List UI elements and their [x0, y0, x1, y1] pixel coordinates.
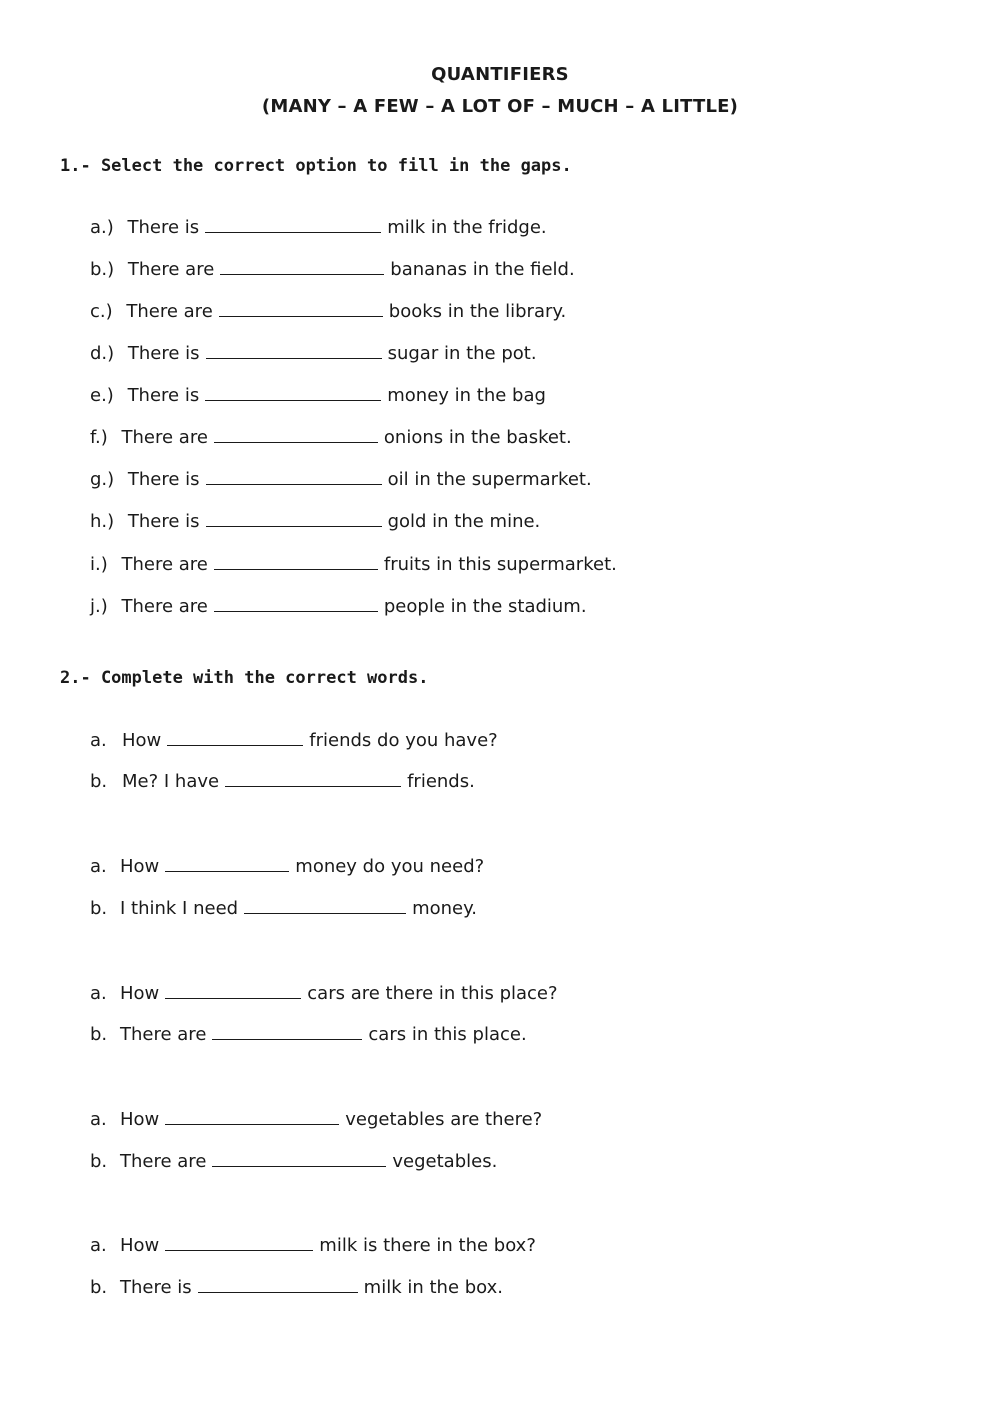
answer-blank[interactable]: [167, 727, 303, 746]
item-text-after: milk in the fridge.: [387, 217, 547, 238]
exercise1-item-g: [90, 466, 592, 492]
item-text-before: There are: [121, 427, 208, 448]
item-label: a.: [90, 730, 107, 751]
exercise2-pair5-b: [90, 1274, 503, 1300]
exercise1-item-j: [90, 593, 587, 619]
exercise1-item-a: [90, 214, 547, 240]
exercise2-pair3-a: [90, 980, 558, 1006]
answer-blank[interactable]: [212, 1148, 386, 1167]
item-text-after: money do you need?: [295, 856, 485, 877]
item-text-after: fruits in this supermarket.: [383, 554, 617, 575]
item-text-after: cars are there in this place?: [307, 983, 558, 1004]
item-label: e.): [90, 385, 114, 406]
item-text-before: There are: [120, 1024, 207, 1045]
answer-blank[interactable]: [198, 1274, 358, 1293]
item-text-before: There are: [126, 301, 213, 322]
exercise1-item-c: [90, 298, 566, 324]
answer-blank[interactable]: [205, 214, 381, 233]
exercise1-item-f: [90, 424, 572, 450]
answer-blank[interactable]: [214, 424, 378, 443]
item-text-before: There is: [120, 1277, 192, 1298]
item-text-before: There are: [127, 259, 215, 280]
item-label: a.: [90, 856, 107, 877]
exercise2-pair5-a: [90, 1232, 536, 1258]
item-label: b.: [90, 1024, 108, 1045]
item-text-after: people in the stadium.: [383, 596, 587, 617]
item-text-after: money.: [412, 898, 477, 919]
item-text-after: cars in this place.: [368, 1024, 527, 1045]
item-text-after: friends do you have?: [309, 730, 498, 751]
answer-blank[interactable]: [165, 1106, 339, 1125]
exercise1-item-h: [90, 508, 540, 534]
item-text-after: books in the library.: [388, 301, 567, 322]
item-label: d.): [90, 343, 115, 364]
item-text-before: There are: [120, 1151, 207, 1172]
item-label: a.: [90, 1109, 107, 1130]
exercise2-pair1-b: [90, 768, 475, 794]
item-text-after: money in the bag: [387, 385, 546, 406]
item-text-after: milk is there in the box?: [319, 1235, 536, 1256]
worksheet-subtitle: (MANY – A FEW – A LOT OF – MUCH – A LITTLE): [261, 96, 739, 117]
item-text-after: onions in the basket.: [383, 427, 572, 448]
item-label: i.): [90, 554, 108, 575]
item-label: b.: [90, 771, 108, 792]
item-label: b.: [90, 898, 108, 919]
item-text-before: There is: [127, 511, 200, 532]
answer-blank[interactable]: [212, 1021, 362, 1040]
item-text-before: How: [120, 983, 160, 1004]
answer-blank[interactable]: [214, 551, 378, 570]
item-label: f.): [90, 427, 108, 448]
answer-blank[interactable]: [206, 340, 382, 359]
item-text-before: Me? I have: [122, 771, 220, 792]
item-text-before: I think I need: [120, 898, 239, 919]
item-label: a.: [90, 1235, 107, 1256]
item-text-after: vegetables.: [392, 1151, 498, 1172]
exercise1-item-b: [90, 256, 575, 282]
item-text-before: How: [122, 730, 162, 751]
item-label: g.): [90, 469, 115, 490]
item-label: j.): [90, 596, 108, 617]
item-text-before: How: [120, 856, 160, 877]
item-label: a.): [90, 217, 114, 238]
item-label: c.): [90, 301, 113, 322]
answer-blank[interactable]: [165, 980, 301, 999]
answer-blank[interactable]: [244, 895, 406, 914]
item-text-before: There is: [127, 343, 200, 364]
exercise2-pair4-b: [90, 1148, 497, 1174]
item-text-after: gold in the mine.: [387, 511, 541, 532]
item-text-after: friends.: [407, 771, 475, 792]
answer-blank[interactable]: [205, 382, 381, 401]
answer-blank[interactable]: [206, 466, 382, 485]
answer-blank[interactable]: [220, 256, 384, 275]
exercise2-pair2-a: [90, 853, 484, 879]
item-text-before: There is: [127, 385, 200, 406]
item-text-before: How: [120, 1109, 160, 1130]
section2-heading: 2.- Complete with the correct words.: [60, 668, 429, 688]
section1-heading: 1.- Select the correct option to fill in the gaps.: [60, 156, 572, 176]
item-text-before: There is: [127, 217, 200, 238]
item-label: h.): [90, 511, 115, 532]
answer-blank[interactable]: [206, 508, 382, 527]
answer-blank[interactable]: [225, 768, 401, 787]
exercise2-pair3-b: [90, 1021, 527, 1047]
item-text-after: oil in the supermarket.: [387, 469, 592, 490]
exercise2-pair1-a: [90, 727, 498, 753]
item-label: a.: [90, 983, 107, 1004]
item-text-after: milk in the box.: [363, 1277, 504, 1298]
answer-blank[interactable]: [214, 593, 378, 612]
exercise1-item-e: [90, 382, 546, 408]
item-text-before: There are: [121, 554, 208, 575]
exercise2-pair2-b: [90, 895, 477, 921]
exercise2-pair4-a: [90, 1106, 542, 1132]
exercise1-item-i: [90, 551, 617, 577]
item-text-after: bananas in the field.: [390, 259, 575, 280]
item-text-after: vegetables are there?: [345, 1109, 543, 1130]
item-text-before: There are: [121, 596, 208, 617]
item-label: b.: [90, 1277, 108, 1298]
exercise1-item-d: [90, 340, 537, 366]
item-text-before: How: [120, 1235, 160, 1256]
item-label: b.): [90, 259, 115, 280]
item-text-before: There is: [127, 469, 200, 490]
answer-blank[interactable]: [219, 298, 383, 317]
item-label: b.: [90, 1151, 108, 1172]
worksheet-title: QUANTIFIERS: [431, 64, 569, 85]
answer-blank[interactable]: [165, 1232, 313, 1251]
item-text-after: sugar in the pot.: [387, 343, 537, 364]
answer-blank[interactable]: [165, 853, 289, 872]
